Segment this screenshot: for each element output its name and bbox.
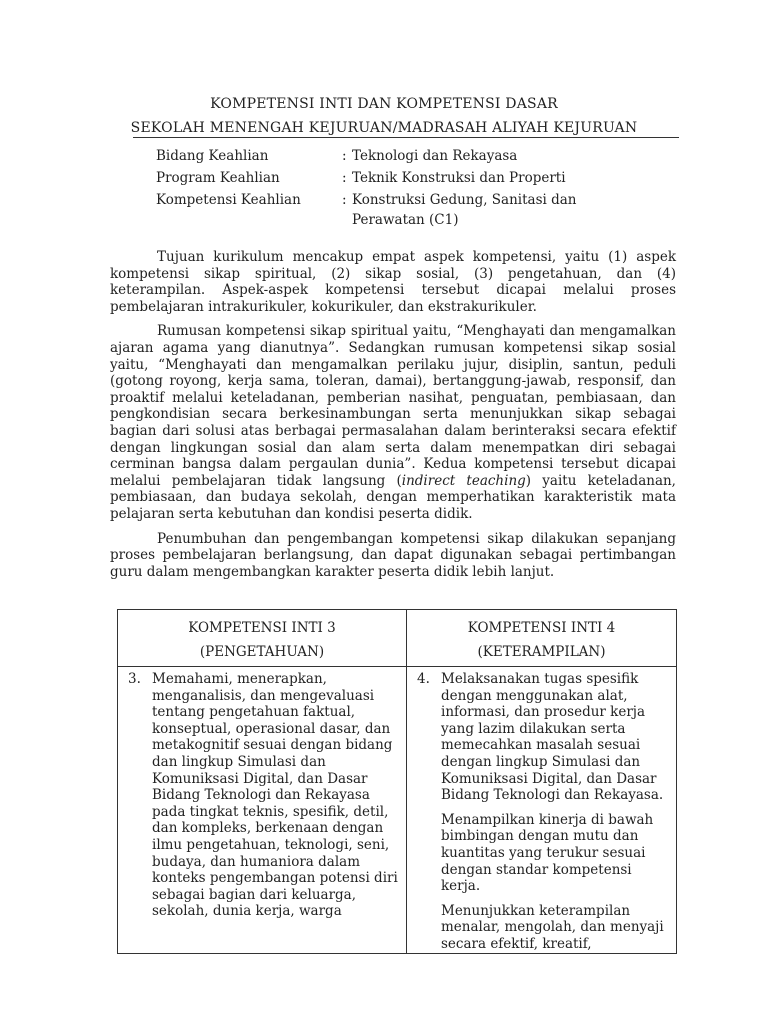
meta-label: Program Keahlian bbox=[156, 170, 280, 186]
item-number: 3. bbox=[128, 671, 141, 687]
list-item bbox=[413, 671, 668, 953]
meta-label: Kompetensi Keahlian bbox=[156, 192, 301, 208]
header-line: KOMPETENSI INTI 3 bbox=[188, 620, 336, 636]
item-text: Melaksanakan tugas spesifik dengan menggunakan alat, informasi, dan prosedur kerja yang lazim dilakukan serta memecahkan masalah sesuai dengan lingkup Simulasi dan Komuniksasi Digital, dan Dasar Bidang Teknologi dan Rekayasa. bbox=[441, 671, 664, 804]
list-item bbox=[124, 671, 398, 928]
competency-table bbox=[117, 609, 677, 954]
meta-value: Teknologi dan Rekayasa bbox=[352, 148, 518, 164]
meta-colon: : bbox=[342, 170, 347, 186]
document-subtitle: SEKOLAH MENENGAH KEJURUAN/MADRASAH ALIYAH KEJURUAN bbox=[130, 120, 638, 136]
meta-row-bidang bbox=[156, 146, 656, 166]
meta-value: Teknik Konstruksi dan Properti bbox=[352, 170, 566, 186]
document-title: KOMPETENSI INTI DAN KOMPETENSI DASAR bbox=[210, 96, 558, 112]
italic-term: indirect teaching bbox=[401, 472, 526, 489]
paragraph: Penumbuhan dan pengembangan kompetensi sikap dilakukan sepanjang proses pembelajaran berlangsung, dan dapat digunakan sebagai pertimbangan guru dalam mengembangkan karakter peserta didik lebih lanjut. bbox=[110, 530, 676, 580]
table-header-row bbox=[118, 610, 677, 667]
paragraph: Tujuan kurikulum mencakup empat aspek kompetensi, yaitu (1) aspek kompetensi sikap spiritual, (2) sikap sosial, (3) pengetahuan, dan (4) keterampilan. Aspek-aspek kompetensi tersebut dicapai melalui proses pembelajaran intrakurikuler, kokurikuler, dan ekstrakurikuler. bbox=[110, 249, 676, 315]
header-line: (PENGETAHUAN) bbox=[199, 644, 325, 660]
paragraph-text: Rumusan kompetensi sikap spiritual yaitu, “Menghayati dan mengamalkan ajaran agama yang dianutnya”. Sedangkan rumusan kompetensi sikap sosial yaitu, “Menghayati dan mengamalkan perilaku jujur, disiplin, santun, peduli (gotong royong, kerja sama, toleran, damai), bertanggung-jawab, responsif, dan proaktif melalui keteladanan, pemberian nasihat, penguatan, pembiasaan, dan pengkondisian secara berkesinambungan serta menunjukkan sikap sebagai bagian dari solusi atas berbagai permasalahan dalam berinteraksi secara efektif dengan lingkungan sosial dan alam serta dalam menempatkan diri sebagai cerminan bangsa dalam pergaulan dunia”. Kedua kompetensi tersebut dicapai melalui pembelajaran tidak langsung ( bbox=[110, 323, 676, 489]
item-text: Memahami, menerapkan, menganalisis, dan mengevaluasi tentang pengetahuan faktual, konseptual, operasional dasar, dan metakognitif sesuai dengan bidang dan lingkup Simulasi dan Komuniksasi Digital, dan Dasar Bidang Teknologi dan Rekayasa pada tingkat teknis, spesifik, detil, dan kompleks, berkenaan dengan ilmu pengetahuan, teknologi, seni, budaya, dan humaniora dalam konteks pengembangan potensi diri sebagai bagian dari keluarga, sekolah, dunia kerja, warga bbox=[152, 671, 398, 920]
program-info bbox=[156, 146, 656, 232]
table-row bbox=[118, 667, 677, 954]
item-number: 4. bbox=[417, 671, 430, 687]
title-divider bbox=[133, 137, 679, 138]
header-line: (KETERAMPILAN) bbox=[477, 644, 606, 660]
item-text: Menampilkan kinerja di bawah bimbingan dengan mutu dan kuantitas yang terukur sesuai dengan standar kompetensi kerja. bbox=[441, 811, 654, 895]
meta-row-kompetensi bbox=[156, 190, 656, 230]
body-text bbox=[110, 249, 676, 588]
meta-colon: : bbox=[342, 192, 347, 208]
meta-colon: : bbox=[342, 148, 347, 164]
header-line: KOMPETENSI INTI 4 bbox=[467, 620, 616, 636]
meta-value-line: Perawatan (C1) bbox=[352, 212, 459, 228]
table-header-ki4 bbox=[407, 610, 677, 667]
meta-value-line: Konstruksi Gedung, Sanitasi dan bbox=[352, 192, 577, 208]
table-header-ki3 bbox=[118, 610, 407, 667]
paragraph-text: ) yaitu keteladanan, pembiasaan, dan budaya sekolah, dengan memperhatikan karakteristik mata pelajaran serta kebutuhan dan kondisi peserta didik. bbox=[110, 472, 676, 522]
table-cell-ki3 bbox=[118, 667, 407, 954]
meta-label: Bidang Keahlian bbox=[156, 148, 269, 164]
meta-value bbox=[352, 190, 656, 230]
item-text: Menunjukkan keterampilan menalar, mengolah, dan menyaji secara efektif, kreatif, bbox=[441, 902, 664, 952]
meta-row-program bbox=[156, 168, 656, 188]
paragraph bbox=[110, 323, 676, 522]
table-cell-ki4 bbox=[407, 667, 677, 954]
